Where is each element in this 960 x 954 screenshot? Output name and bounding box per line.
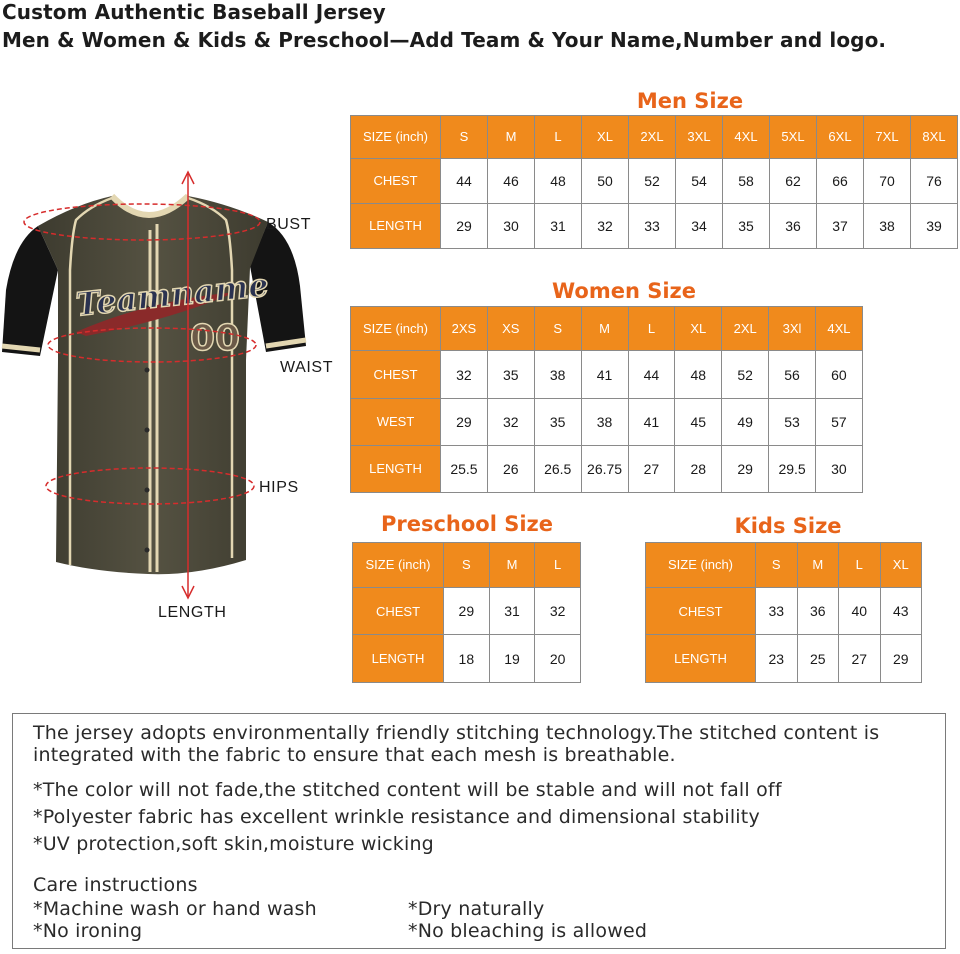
measure-value-cell: 49 — [722, 398, 769, 445]
measure-value-cell: 58 — [723, 158, 770, 203]
measure-label-cell: WEST — [351, 398, 441, 445]
measure-value-cell: 56 — [769, 351, 816, 398]
preschool-header-row — [353, 543, 581, 588]
measure-value-cell: 25 — [797, 635, 839, 683]
measure-value-cell: 18 — [444, 635, 490, 683]
measure-value-cell: 53 — [769, 398, 816, 445]
measure-value-cell: 36 — [797, 587, 839, 635]
preschool-size-table — [352, 542, 581, 683]
measure-value-cell: 20 — [535, 635, 581, 683]
measure-value-cell: 54 — [676, 158, 723, 203]
measure-value-cell: 27 — [839, 635, 881, 683]
bullet-fabric: *Polyester fabric has excellent wrinkle resistance and dimensional stability — [33, 806, 760, 828]
measure-value-cell: 66 — [817, 158, 864, 203]
men-size-title: Men Size — [636, 89, 744, 113]
size-header-cell: L — [535, 543, 581, 588]
length-label: LENGTH — [158, 604, 227, 621]
kids-data-row — [646, 587, 922, 635]
measure-value-cell: 33 — [756, 587, 798, 635]
measure-value-cell: 38 — [864, 203, 911, 248]
intro-line-1: The jersey adopts environmentally friendly stitching technology.The stitched content is — [33, 722, 880, 744]
size-header-cell: 2XL — [722, 307, 769, 351]
measure-value-cell: 31 — [489, 587, 535, 635]
size-header-cell: 3XL — [676, 116, 723, 159]
measure-value-cell: 29 — [444, 587, 490, 635]
size-header-cell: M — [797, 543, 839, 588]
measure-value-cell: 44 — [441, 158, 488, 203]
size-header-cell: S — [534, 307, 581, 351]
bullet-uv: *UV protection,soft skin,moisture wicking — [33, 833, 434, 855]
measure-value-cell: 43 — [880, 587, 922, 635]
size-header-cell: S — [444, 543, 490, 588]
women-size-title: Women Size — [551, 279, 697, 303]
measure-value-cell: 29 — [441, 203, 488, 248]
measure-value-cell: 76 — [911, 158, 958, 203]
measure-value-cell: 38 — [534, 351, 581, 398]
women-data-row — [351, 351, 863, 398]
preschool-data-row — [353, 635, 581, 683]
size-header-cell: 3Xl — [769, 307, 816, 351]
size-header-cell: L — [628, 307, 675, 351]
care-bleach: *No bleaching is allowed — [408, 920, 648, 942]
size-column-label: SIZE (inch) — [646, 543, 756, 588]
size-header-cell: S — [756, 543, 798, 588]
intro-line-2: integrated with the fabric to ensure that each mesh is breathable. — [33, 744, 676, 766]
size-header-cell: L — [535, 116, 582, 159]
measure-value-cell: 52 — [722, 351, 769, 398]
size-column-label: SIZE (inch) — [351, 116, 441, 159]
measure-value-cell: 19 — [489, 635, 535, 683]
bullet-color: *The color will not fade,the stitched content will be stable and will not fall off — [33, 779, 782, 801]
size-header-cell: S — [441, 116, 488, 159]
size-column-label: SIZE (inch) — [353, 543, 444, 588]
men-header-row — [351, 116, 958, 159]
women-data-row — [351, 445, 863, 492]
measure-value-cell: 28 — [675, 445, 722, 492]
hips-label: HIPS — [259, 479, 299, 496]
women-header-row — [351, 307, 863, 351]
measure-label-cell: LENGTH — [646, 635, 756, 683]
measure-value-cell: 35 — [487, 351, 534, 398]
measure-value-cell: 30 — [488, 203, 535, 248]
measure-value-cell: 38 — [581, 398, 628, 445]
measure-value-cell: 50 — [582, 158, 629, 203]
size-header-cell: XL — [880, 543, 922, 588]
measure-value-cell: 34 — [676, 203, 723, 248]
measure-value-cell: 36 — [770, 203, 817, 248]
size-header-cell: XL — [582, 116, 629, 159]
measure-value-cell: 23 — [756, 635, 798, 683]
women-data-row — [351, 398, 863, 445]
measure-value-cell: 57 — [816, 398, 863, 445]
size-header-cell: L — [839, 543, 881, 588]
measure-value-cell: 39 — [911, 203, 958, 248]
men-size-table — [350, 115, 958, 249]
measure-label-cell: CHEST — [351, 351, 441, 398]
size-header-cell: M — [581, 307, 628, 351]
size-header-cell: 7XL — [864, 116, 911, 159]
size-header-cell: 8XL — [911, 116, 958, 159]
size-header-cell: XL — [675, 307, 722, 351]
jersey-body — [38, 196, 271, 574]
measure-label-cell: CHEST — [353, 587, 444, 635]
waist-label: WAIST — [280, 359, 334, 376]
size-header-cell: 2XL — [629, 116, 676, 159]
measure-value-cell: 35 — [534, 398, 581, 445]
measure-value-cell: 40 — [839, 587, 881, 635]
measure-value-cell: 41 — [628, 398, 675, 445]
measure-value-cell: 29 — [722, 445, 769, 492]
measure-value-cell: 30 — [816, 445, 863, 492]
measure-label-cell: CHEST — [646, 587, 756, 635]
measure-label-cell: LENGTH — [351, 445, 441, 492]
measure-value-cell: 32 — [535, 587, 581, 635]
size-column-label: SIZE (inch) — [351, 307, 441, 351]
men-data-row — [351, 158, 958, 203]
measure-value-cell: 60 — [816, 351, 863, 398]
measure-value-cell: 25.5 — [441, 445, 488, 492]
measure-value-cell: 32 — [582, 203, 629, 248]
page-title: Custom Authentic Baseball Jersey — [2, 0, 386, 24]
measure-value-cell: 45 — [675, 398, 722, 445]
men-data-row — [351, 203, 958, 248]
page-subtitle: Men & Women & Kids & Preschool—Add Team & Your Name,Number and logo. — [2, 28, 887, 52]
kids-data-row — [646, 635, 922, 683]
size-header-cell: XS — [487, 307, 534, 351]
measure-value-cell: 29 — [441, 398, 488, 445]
kids-header-row — [646, 543, 922, 588]
measure-value-cell: 48 — [675, 351, 722, 398]
kids-size-title: Kids Size — [734, 514, 842, 538]
measure-value-cell: 29 — [880, 635, 922, 683]
measure-value-cell: 31 — [535, 203, 582, 248]
measure-value-cell: 44 — [628, 351, 675, 398]
measure-value-cell: 26.5 — [534, 445, 581, 492]
size-header-cell: 4XL — [723, 116, 770, 159]
measure-value-cell: 33 — [629, 203, 676, 248]
measure-value-cell: 37 — [817, 203, 864, 248]
preschool-data-row — [353, 587, 581, 635]
measure-label-cell: LENGTH — [351, 203, 441, 248]
measure-label-cell: CHEST — [351, 158, 441, 203]
measure-value-cell: 32 — [441, 351, 488, 398]
bust-label: BUST — [266, 216, 312, 233]
preschool-size-title: Preschool Size — [380, 512, 554, 536]
size-header-cell: 6XL — [817, 116, 864, 159]
care-wash: *Machine wash or hand wash — [33, 898, 317, 920]
measure-value-cell: 52 — [629, 158, 676, 203]
care-title: Care instructions — [33, 874, 198, 896]
measure-value-cell: 27 — [628, 445, 675, 492]
measure-value-cell: 70 — [864, 158, 911, 203]
measure-value-cell: 62 — [770, 158, 817, 203]
jersey-number-text: 00 — [190, 318, 241, 359]
care-dry: *Dry naturally — [408, 898, 545, 920]
kids-size-table — [645, 542, 922, 683]
measure-value-cell: 29.5 — [769, 445, 816, 492]
measure-label-cell: LENGTH — [353, 635, 444, 683]
size-header-cell: M — [488, 116, 535, 159]
measure-value-cell: 32 — [487, 398, 534, 445]
measure-value-cell: 26 — [487, 445, 534, 492]
measure-value-cell: 26.75 — [581, 445, 628, 492]
size-header-cell: M — [489, 543, 535, 588]
measure-value-cell: 48 — [535, 158, 582, 203]
care-ironing: *No ironing — [33, 920, 143, 942]
measure-value-cell: 46 — [488, 158, 535, 203]
women-size-table — [350, 306, 863, 493]
info-box — [12, 713, 946, 949]
size-header-cell: 2XS — [441, 307, 488, 351]
team-script-text: Teamname — [74, 265, 271, 324]
size-header-cell: 4XL — [816, 307, 863, 351]
size-header-cell: 5XL — [770, 116, 817, 159]
measure-value-cell: 41 — [581, 351, 628, 398]
measure-value-cell: 35 — [723, 203, 770, 248]
